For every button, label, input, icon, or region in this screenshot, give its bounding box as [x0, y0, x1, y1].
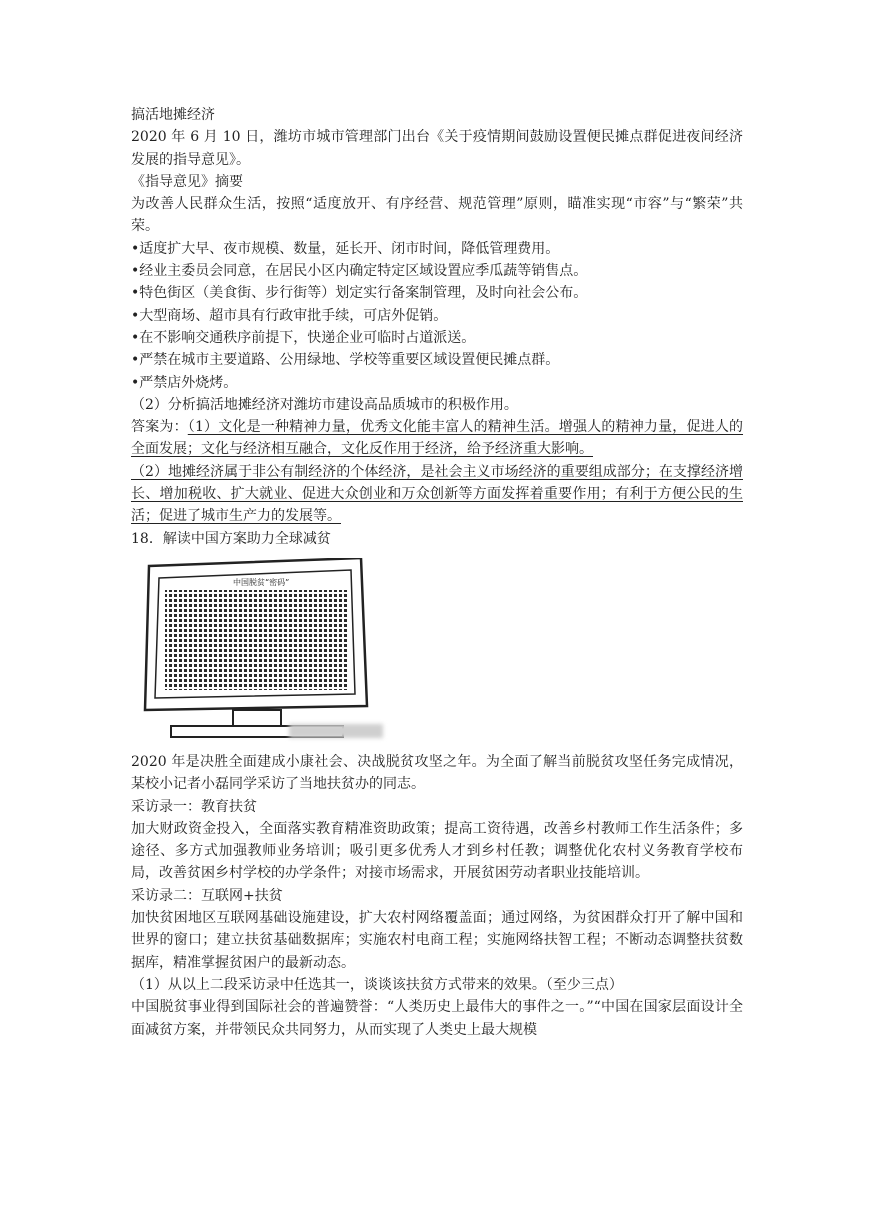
screen-text-block	[165, 590, 349, 690]
bullet-item: •经业主委员会同意，在居民小区内确定特定区域设置应季瓜蔬等销售点。	[131, 263, 588, 280]
blurred-watermark	[289, 724, 383, 738]
bullet-item: •在不影响交通秩序前提下，快递企业可临时占道派送。	[131, 329, 476, 346]
answer-2: （2）地摊经济属于非公有制经济的个体经济，是社会主义市场经济的重要组成部分；在支撑经济增长、增加税收、扩大就业、促进大众创业和万众创新等方面发挥着重要作用；有利于方便公民的生活；促进了城市生产力的发展等。	[131, 463, 743, 525]
document-page	[131, 104, 743, 1041]
record-2-title: 采访录二：互联网+扶贫	[131, 887, 283, 904]
bullet-item: •特色街区（美食街、步行街等）划定实行备案制管理，及时向社会公布。	[131, 285, 588, 302]
intro-paragraph: 2020 年 6 月 10 日，潍坊市城市管理部门出台《关于疫情期间鼓励设置便民摊点群促进夜间经济发展的指导意见》。	[131, 129, 743, 168]
answer-label: 答案为：	[131, 419, 188, 436]
answer-1-paragraph	[131, 416, 743, 461]
closing-paragraph: 中国脱贫事业得到国际社会的普遍赞誉：“人类历史上最伟大的事件之一。”“中国在国家层面设计全面减贫方案，并带领民众共同努力，从而实现了人类史上最大规模	[131, 999, 743, 1038]
q18-intro: 2020 年是决胜全面建成小康社会、决战脱贫攻坚之年。为全面了解当前脱贫攻坚任务完成情况，某校小记者小磊同学采访了当地扶贫办的同志。	[131, 753, 743, 793]
question-2: （2）分析搞活地摊经济对潍坊市建设高品质城市的积极作用。	[131, 396, 518, 413]
bullet-item: •严禁在城市主要道路、公用绿地、学校等重要区域设置便民摊点群。	[131, 352, 560, 369]
record-1-text: 加大财政资金投入，全面落实教育精准资助政策；提高工资待遇，改善乡村教师工作生活条件；多途径、多方式加强教师业务培训；吸引更多优秀人才到乡村任教；调整优化农村义务教育学校布局，改善贫困乡村学校的办学条件；对接市场需求，开展贫困劳动者职业技能培训。	[131, 820, 743, 882]
summary-text: 为改善人民群众生活，按照“适度放开、有序经营、规范管理”原则，瞄准实现“市容”与“繁荣”共荣。	[131, 196, 743, 235]
monitor-illustration	[143, 558, 373, 743]
bullet-item: •大型商场、超市具有行政审批手续，可店外促销。	[131, 307, 448, 324]
bullet-item: •适度扩大早、夜市规模、数量，延长开、闭市时间，降低管理费用。	[131, 240, 560, 257]
record-1-title: 采访录一：教育扶贫	[131, 798, 257, 815]
record-2-text: 加快贫困地区互联网基础设施建设，扩大农村网络覆盖面；通过网络，为贫困群众打开了解中国和世界的窗口；建立扶贫基础数据库；实施农村电商工程；实施网络扶智工程；不断动态调整扶贫数据库，精准掌握贫困户的最新动态。	[131, 910, 743, 971]
answer-1: （1）文化是一种精神力量，优秀文化能丰富人的精神生活。增强人的精神力量，促进人的全面发展；文化与经济相互融合，文化反作用于经济，给予经济重大影响。	[131, 419, 744, 458]
summary-title: 《指导意见》摘要	[131, 173, 243, 190]
question-1: （1）从以上二段采访录中任选其一，谈谈该扶贫方式带来的效果。（至少三点）	[131, 976, 623, 993]
figure-heading: 中国脱贫“密码”	[233, 577, 290, 587]
bullet-item: •严禁店外烧烤。	[131, 374, 238, 391]
section-title: 搞活地摊经济	[131, 107, 215, 123]
q18-title: 18．解读中国方案助力全球减贫	[131, 530, 331, 547]
computer-monitor-figure	[143, 558, 373, 743]
